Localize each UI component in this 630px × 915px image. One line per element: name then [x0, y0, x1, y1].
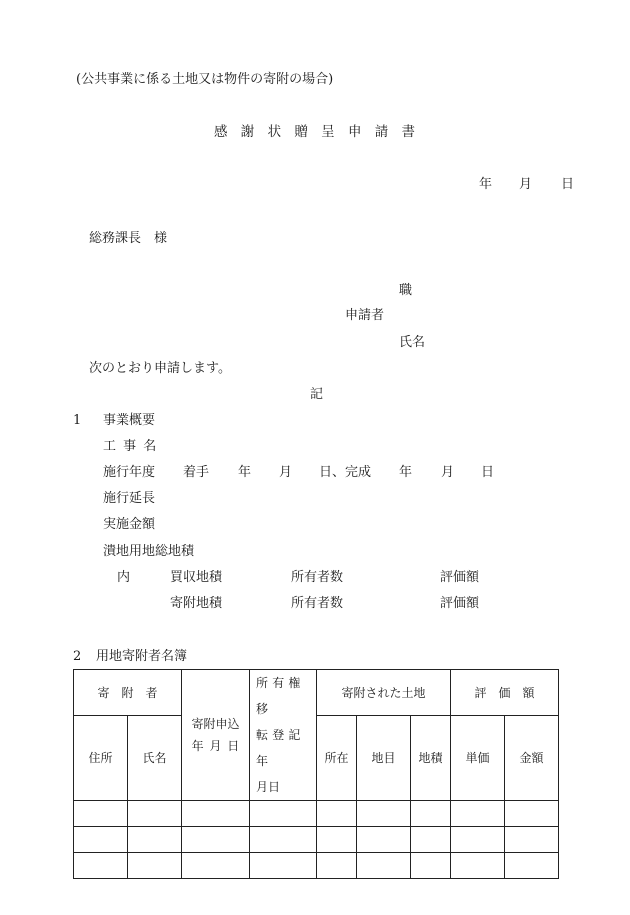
cell: [411, 801, 451, 827]
cell: [182, 853, 250, 879]
header-amount: 金額: [505, 715, 559, 800]
date-day: 日: [561, 177, 575, 192]
amount-label: 実施金額: [103, 517, 156, 532]
cell: [505, 801, 559, 827]
cell: [411, 853, 451, 879]
section2-number: 2: [73, 649, 82, 664]
cell: [411, 827, 451, 853]
header-area: 地積: [411, 715, 451, 800]
fiscal-year-label: 施行年度: [103, 465, 156, 480]
header-donor: 寄 附 者: [74, 670, 182, 716]
header-transfer: [250, 670, 317, 801]
applicant-label: 申請者: [345, 308, 385, 323]
complete-label: 日、完成: [319, 465, 372, 480]
cell: [357, 853, 411, 879]
start-year: 年: [238, 465, 252, 480]
land-total-label: 潰地用地総地積: [103, 544, 195, 559]
cell: [250, 801, 317, 827]
header-application-label: 寄附申込: [191, 717, 240, 731]
date-month: 月: [519, 177, 533, 192]
ki-mark: 記: [310, 387, 324, 402]
complete-day: 日: [481, 465, 495, 480]
header-transfer-line3: 月日: [256, 780, 281, 794]
cell: [317, 801, 357, 827]
cell: [451, 853, 505, 879]
table-row: [74, 827, 559, 853]
date-year: 年: [479, 177, 493, 192]
header-transfer-line1: 所有権移: [256, 676, 305, 716]
start-month: 月: [279, 465, 293, 480]
table-row: [74, 801, 559, 827]
cell: [317, 827, 357, 853]
document-title: 感 謝 状 贈 呈 申 請 書: [214, 124, 416, 140]
header-application: [182, 670, 250, 801]
cell: [74, 853, 128, 879]
section1-number: 1: [73, 413, 82, 428]
cell: [74, 827, 128, 853]
applicant-name: 氏名: [399, 335, 426, 350]
header-transfer-line2: 転登記年: [256, 728, 305, 768]
cell: [505, 827, 559, 853]
owners-label-2: 所有者数: [291, 596, 344, 611]
cell: [357, 801, 411, 827]
header-application-date: 年 月 日: [191, 739, 240, 753]
header-location: 所在: [317, 715, 357, 800]
breakdown-label: 内: [117, 570, 131, 585]
donated-area-label: 寄附地積: [170, 596, 223, 611]
table-row: [74, 853, 559, 879]
header-donated-land: 寄附された土地: [317, 670, 451, 716]
cell: [128, 853, 182, 879]
header-valuation: 評 価 額: [451, 670, 559, 716]
cell: [182, 801, 250, 827]
cell: [357, 827, 411, 853]
cell: [182, 827, 250, 853]
addressee: 総務課長 様: [89, 231, 168, 246]
cell: [250, 827, 317, 853]
intro-text: 次のとおり申請します。: [89, 361, 231, 376]
donor-register-table: [73, 669, 559, 879]
complete-month: 月: [441, 465, 455, 480]
purchase-area-label: 買収地積: [170, 570, 223, 585]
case-note: (公共事業に係る土地又は物件の寄附の場合): [76, 72, 334, 87]
cell: [128, 827, 182, 853]
value-label-1: 評価額: [440, 570, 480, 585]
header-donor-address: 住所: [74, 715, 128, 800]
applicant-position: 職: [399, 283, 413, 298]
header-unit-price: 単価: [451, 715, 505, 800]
header-land-category: 地目: [357, 715, 411, 800]
cell: [250, 853, 317, 879]
cell: [505, 853, 559, 879]
extension-label: 施行延長: [103, 491, 156, 506]
value-label-2: 評価額: [440, 596, 480, 611]
cell: [317, 853, 357, 879]
section1-heading: 事業概要: [103, 413, 156, 428]
complete-year: 年: [399, 465, 413, 480]
cell: [451, 827, 505, 853]
section2-heading: 用地寄附者名簿: [96, 649, 188, 664]
owners-label-1: 所有者数: [291, 570, 344, 585]
header-donor-name: 氏名: [128, 715, 182, 800]
cell: [128, 801, 182, 827]
construction-name-label: 工 事 名: [103, 439, 157, 454]
cell: [451, 801, 505, 827]
cell: [74, 801, 128, 827]
start-label: 着手: [183, 465, 210, 480]
